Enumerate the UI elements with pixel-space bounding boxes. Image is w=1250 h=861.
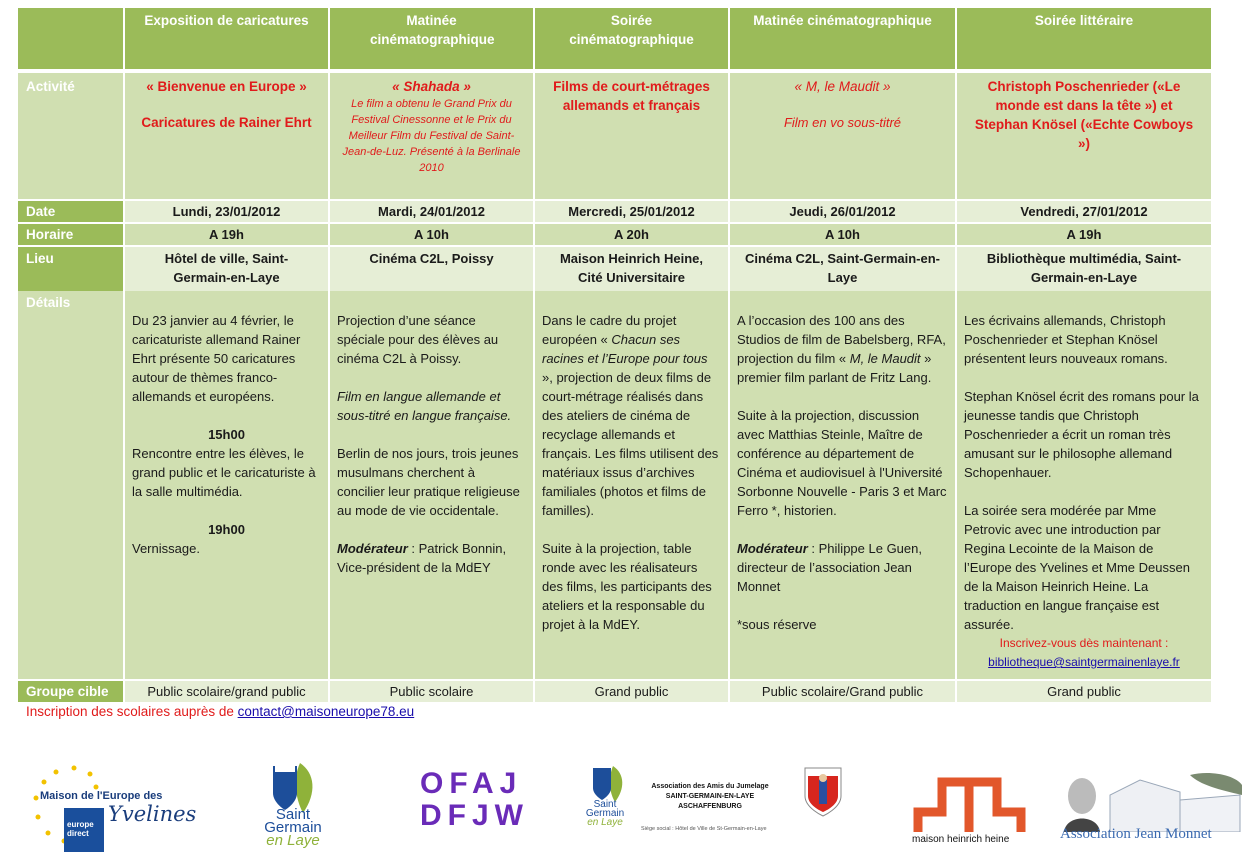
activite-col-3	[535, 73, 730, 199]
row-label-lieu: Lieu	[18, 247, 125, 291]
row-label-date: Date	[18, 201, 125, 222]
project-name: Chacun ses racines et l’Europe pour tous	[542, 332, 708, 366]
horaire-cell: A 20h	[535, 224, 730, 245]
text-span: A l’occasion des 100 ans des Studios de film de Babelsberg, RFA, projection du film «	[737, 313, 946, 366]
details-paragraph: Vernissage.	[132, 541, 200, 556]
header-col-2: Matinée cinématographique	[330, 8, 535, 69]
logo-text: DFJW	[420, 799, 529, 832]
details-paragraph: Les écrivains allemands, Christoph Poschenrieder et Stephan Knösel présentent leurs nouveaux romans.	[964, 313, 1168, 366]
date-cell: Jeudi, 26/01/2012	[730, 201, 957, 222]
lieu-cell: Maison Heinrich Heine, Cité Universitaire	[535, 247, 730, 291]
header-col-1: Exposition de caricatures	[125, 8, 330, 69]
lieu-row	[18, 245, 1211, 291]
moderator-text: : Philippe Le Guen, directeur de l’association Jean Monnet	[737, 541, 922, 594]
coat-of-arms-icon	[575, 764, 635, 804]
logo-ofaj	[420, 767, 529, 832]
activite-subtitle: Film en vo sous-titré	[783, 115, 902, 130]
details-time: 19h00	[208, 522, 245, 537]
text-span: Dans le cadre du projet européen «	[542, 313, 677, 347]
logo-maison-heinrich-heine	[912, 772, 1027, 852]
activite-subtitle: Caricatures de Rainer Ehrt	[141, 115, 312, 130]
row-label-horaire: Horaire	[18, 224, 125, 245]
details-paragraph: *sous réserve	[737, 617, 817, 632]
signup-text: Inscrivez-vous dès maintenant :	[999, 636, 1169, 650]
moderator-label: Modérateur	[737, 541, 808, 556]
text-span: » premier film parlant de Fritz Lang.	[737, 351, 932, 385]
logo-text: Siège social : Hôtel de Ville de St-Germain-en-Laye	[641, 826, 767, 832]
logo-jumelage	[575, 764, 845, 844]
activite-title: Christoph Poschenrieder («Le monde est dans la tête ») et Stephan Knösel («Echte Cowboys »)	[974, 79, 1194, 151]
horaire-cell: A 10h	[330, 224, 535, 245]
details-time: 15h00	[208, 427, 245, 442]
logo-saint-germain	[245, 758, 325, 858]
note-text: Inscription des scolaires auprès de	[26, 704, 238, 719]
logo-text-block	[645, 782, 775, 812]
activite-title: « Shahada »	[392, 79, 471, 94]
logo-text: SAINT-GERMAIN-EN-LAYE	[665, 793, 755, 800]
row-label-details: Détails	[18, 291, 125, 679]
logo-text: Germain	[585, 808, 625, 819]
logo-text: en Laye	[587, 817, 623, 828]
logo-text: en Laye	[266, 832, 320, 849]
logo-text: OFAJ	[420, 767, 523, 800]
logo-text: Saint	[593, 799, 617, 810]
logo-text: Association Jean Monnet	[1060, 826, 1212, 842]
details-moderator	[337, 539, 526, 577]
details-paragraph: Projection d’une séance spéciale pour des élèves au cinéma C2L à Poissy.	[337, 313, 499, 366]
activite-title: « M, le Maudit »	[794, 79, 891, 94]
horaire-cell: A 19h	[957, 224, 1211, 245]
heine-mark-icon	[912, 772, 1027, 832]
header-col-4: Matinée cinématographique	[730, 8, 957, 69]
groupe-row	[18, 679, 1211, 702]
date-row	[18, 199, 1211, 222]
moderator-text: : Patrick Bonnin, Vice-président de la MdEY	[337, 541, 507, 575]
activite-row	[18, 73, 1211, 199]
header-empty	[18, 8, 125, 69]
details-col-2	[330, 291, 535, 679]
lieu-cell: Bibliothèque multimédia, Saint-Germain-en-Laye	[957, 247, 1211, 291]
partner-logos	[0, 750, 1250, 861]
lieu-cell: Hôtel de ville, Saint-Germain-en-Laye	[125, 247, 330, 291]
details-paragraph: La soirée sera modérée par Mme Petrovic avec une introduction par Regina Lecointe de la Maison de l’Europe des Yvelines et Mme Deussen de la Maison Heinrich Heine. La traduction en langue française est assurée.	[964, 503, 1190, 632]
header-col-3: Soirée cinématographique	[535, 8, 730, 69]
details-paragraph: Stephan Knösel écrit des romans pour la jeunesse tandis que Christoph Poschenrieder a écrit un roman très amusant sur le philosophe allemand Schopenhauer.	[964, 389, 1199, 480]
details-paragraph: Rencontre entre les élèves, le grand public et le caricaturiste à la salle multimédia.	[132, 446, 316, 499]
details-col-5	[957, 291, 1211, 679]
moderator-label: Modérateur	[337, 541, 408, 556]
date-cell: Mercredi, 25/01/2012	[535, 201, 730, 222]
details-paragraph: Film en langue allemande et sous-titré en langue française.	[337, 389, 512, 423]
details-paragraph: Suite à la projection, discussion avec Matthias Steinle, Maître de conférence au département de Cinéma et audiovisuel à l'Université Sorbonne Nouvelle - Paris 3 et Marc Ferro *, historien.	[737, 408, 947, 518]
details-paragraph	[542, 311, 721, 520]
aschaffenburg-coat-icon	[803, 766, 843, 818]
groupe-cell: Public scolaire/grand public	[125, 681, 330, 702]
program-table	[18, 8, 1211, 702]
details-col-3	[535, 291, 730, 679]
date-cell: Vendredi, 27/01/2012	[957, 201, 1211, 222]
library-email-link[interactable]: bibliotheque@saintgermainenlaye.fr	[988, 655, 1180, 669]
logo-text: Maison de l'Europe des	[40, 790, 163, 802]
logo-text: Association des Amis du Jumelage	[651, 783, 769, 790]
groupe-cell: Public scolaire	[330, 681, 535, 702]
activite-title: « Bienvenue en Europe »	[146, 79, 307, 94]
contact-email-link[interactable]: contact@maisoneurope78.eu	[237, 704, 415, 719]
logo-text: Saint	[275, 806, 311, 823]
details-col-1	[125, 291, 330, 679]
text-span: », projection de deux films de court-métrage réalisés dans des ateliers de cinéma de recyclage allemands et français. Les films utilisent des matériaux issus d’archives familiales (photos et films de familles).	[542, 370, 719, 518]
activite-title: Films de court-métrages allemands et français	[553, 79, 710, 113]
monnet-portrait-icon	[1060, 770, 1242, 832]
activite-subtitle: Le film a obtenu le Grand Prix du Festival Cinessonne et le Prix du Meilleur Film du Festival de Saint-Jean-de-Luz. Présenté à la Berlinale 2010	[342, 98, 521, 174]
lieu-cell: Cinéma C2L, Saint-Germain-en-Laye	[730, 247, 957, 291]
groupe-cell: Public scolaire/Grand public	[730, 681, 957, 702]
details-paragraph: Suite à la projection, table ronde avec les réalisateurs des films, les participants des ateliers et la responsable du projet à la MdEY.	[542, 541, 712, 632]
logo-badge: europe direct	[67, 820, 94, 838]
header-col-5: Soirée littéraire	[957, 8, 1211, 69]
activite-col-2	[330, 73, 535, 199]
activite-col-4	[730, 73, 957, 199]
details-row	[18, 291, 1211, 679]
logo-text: Yvelines	[108, 802, 197, 826]
horaire-cell: A 19h	[125, 224, 330, 245]
logo-text: maison heinrich heine	[912, 834, 1010, 845]
logo-text: ASCHAFFENBURG	[678, 803, 742, 810]
details-moderator	[737, 539, 948, 596]
date-cell: Mardi, 24/01/2012	[330, 201, 535, 222]
activite-col-1	[125, 73, 330, 199]
logo-maison-europe-yvelines	[26, 762, 201, 852]
date-cell: Lundi, 23/01/2012	[125, 201, 330, 222]
groupe-cell: Grand public	[535, 681, 730, 702]
row-label-groupe: Groupe cible	[18, 681, 125, 702]
lieu-cell: Cinéma C2L, Poissy	[330, 247, 535, 291]
details-paragraph: Berlin de nos jours, trois jeunes musulmans cherchent à concilier leur pratique religieuse au mode de vie occidentale.	[337, 446, 520, 518]
logo-association-jean-monnet	[1060, 770, 1242, 852]
logo-text-block	[263, 808, 323, 847]
horaire-row	[18, 222, 1211, 245]
header-row	[18, 8, 1211, 69]
details-paragraph: Du 23 janvier au 4 février, le caricaturiste allemand Rainer Ehrt présente 50 caricatures autour de thèmes franco-allemands et européens.	[132, 313, 301, 404]
groupe-cell: Grand public	[957, 681, 1211, 702]
details-paragraph	[737, 311, 948, 387]
logo-text: Germain	[264, 819, 322, 836]
details-col-4	[730, 291, 957, 679]
film-name: M, le Maudit	[849, 351, 921, 366]
horaire-cell: A 10h	[730, 224, 957, 245]
logo-text-block	[575, 800, 635, 827]
school-registration-note	[26, 704, 414, 719]
activite-col-5	[957, 73, 1211, 199]
row-label-activite: Activité	[18, 73, 125, 199]
